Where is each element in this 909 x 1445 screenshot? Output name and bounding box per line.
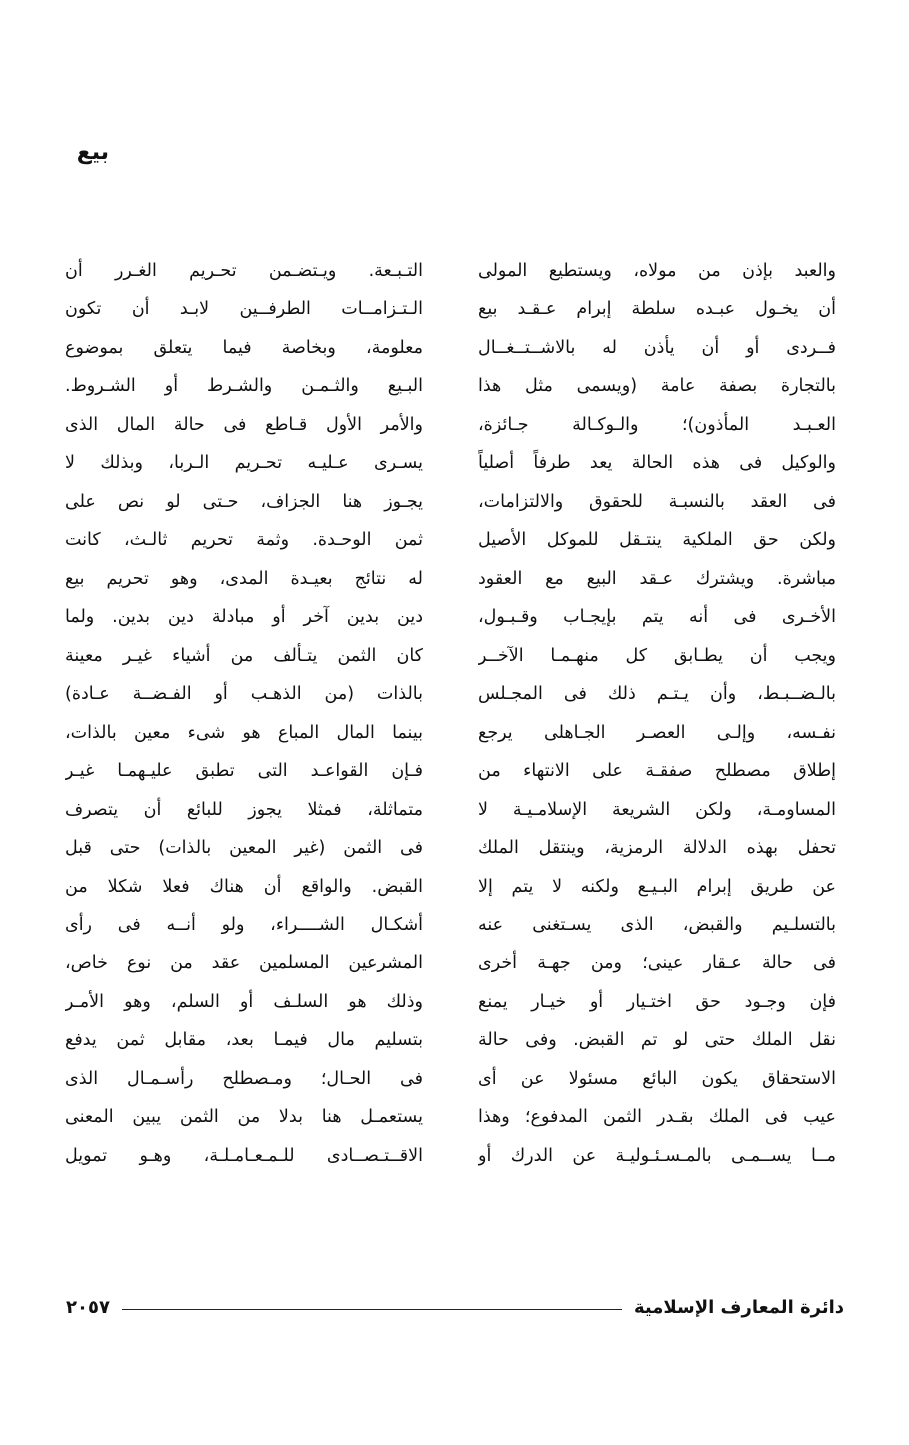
text-line: فإن وجـود حق اختـيار أو خيـار يمنع bbox=[478, 991, 836, 1012]
text-line: المشرعين المسلمين عقد من نوع خاص، bbox=[65, 953, 423, 974]
text-line: عيب فى الملك بقـدر الثمن المدفوع؛ وهذا bbox=[478, 1107, 836, 1128]
text-line: أن يخـول عبـده سلطة إبرام عـقـد بيع bbox=[478, 299, 836, 320]
text-line: يجـوز هنا الجزاف، حـتى لو نص على bbox=[65, 491, 423, 512]
text-line: فى حالة عـقار عينى؛ ومن جهـة أخرى bbox=[478, 953, 836, 974]
text-line: المساومـة، ولكن الشريعة الإسلامـيـة لا bbox=[478, 799, 836, 820]
text-line: بالـضــبـط، وأن يـتـم ذلك فى المجـلس bbox=[478, 684, 836, 705]
text-line: العـبـد المأذون)؛ والـوكـالة جـائزة، bbox=[478, 414, 836, 435]
text-line: بتسليم مال فيمـا بعد، مقابل ثمن يدفع bbox=[65, 1030, 423, 1051]
text-line: فـإن القواعـد التى تطبق عليـهمـا غيـر bbox=[65, 761, 423, 782]
text-line: البـيع والثـمـن والشـرط أو الشـروط. bbox=[65, 376, 423, 397]
text-column-left bbox=[65, 252, 423, 1175]
text-line: والأمر الأول قـاطع فى حالة المال الذى bbox=[65, 414, 423, 435]
text-line: الاستحقاق يكون البائع مسئولا عن أى bbox=[478, 1068, 836, 1089]
text-line: مــا يســمـى بالمـسـئـوليـة عن الدرك أو bbox=[478, 1145, 836, 1166]
text-line: القبض. والواقع أن هناك فعلا شكلا من bbox=[65, 876, 423, 897]
text-line: بينما المال المباع هو شىء معين بالذات، bbox=[65, 722, 423, 743]
text-line: والعبد بإذن من مولاه، ويستطيع المولى bbox=[478, 261, 836, 281]
text-line: دين بدين آخر أو مبادلة دين بدين. ولما bbox=[65, 607, 423, 628]
text-column-right bbox=[478, 252, 836, 1175]
text-line: فى العقد بالنسبـة للحقوق والالتزامات، bbox=[478, 491, 836, 512]
text-line: كان الثمن يتـألف من أشياء غيـر معينة bbox=[65, 645, 423, 666]
page-footer bbox=[66, 1290, 844, 1324]
running-header: بيع bbox=[76, 140, 109, 165]
footer-rule bbox=[122, 1309, 622, 1310]
text-line: يستعمـل هنا بدلا من الثمن يبين المعنى bbox=[65, 1107, 423, 1128]
text-line: وذلك هو السلـف أو السلم، وهو الأمـر bbox=[65, 991, 423, 1012]
text-line: بالذات (من الذهـب أو الفـضــة عـادة) bbox=[65, 684, 423, 705]
text-line: التـبـعة. ويـتضـمن تحـريم الغـرر أن bbox=[65, 261, 423, 281]
text-line: يسـرى عـليـه تحـريم الـربا، وبذلك لا bbox=[65, 453, 423, 474]
text-line: نفـسه، وإلـى العصـر الجـاهلى يرجع bbox=[478, 722, 836, 743]
text-line: الـتـزامــات الطرفــين لابـد أن تكون bbox=[65, 299, 423, 320]
text-line: ويجب أن يطـابق كل منهـمـا الآخــر bbox=[478, 645, 836, 666]
page-number: ٢٠٥٧ bbox=[66, 1296, 110, 1318]
text-line: له نتائج بعيـدة المدى، وهو تحريم بيع bbox=[65, 568, 423, 589]
text-line: معلومة، وبخاصة فيما يتعلق بموضوع bbox=[65, 337, 423, 358]
text-line: فى الثمن (غير المعين بالذات) حتى قبل bbox=[65, 838, 423, 859]
text-line: ولكن حق الملكية ينتـقل للموكل الأصيل bbox=[478, 530, 836, 551]
text-line: فــردى أو أن يأذن له بالاشــتــغــال bbox=[478, 337, 836, 358]
text-line: أشكـال الشــــراء، ولو أنــه فى رأى bbox=[65, 914, 423, 935]
text-line: فى الحـال؛ ومـصطلح رأسـمـال الذى bbox=[65, 1068, 423, 1089]
publication-title: دائرة المعارف الإسلامية bbox=[633, 1296, 844, 1318]
text-line: بالتجارة بصفة عامة (ويسمى مثل هذا bbox=[478, 376, 836, 397]
text-line: متماثلة، فمثلا يجوز للبائع أن يتصرف bbox=[65, 799, 423, 820]
text-line: والوكيل فى هذه الحالة يعد طرفاً أصلياً bbox=[478, 453, 836, 474]
text-line: الأخـرى فى أنه يتم بإيجـاب وقـبـول، bbox=[478, 607, 836, 628]
text-line: تحفل بهذه الدلالة الرمزية، وينتقل الملك bbox=[478, 838, 836, 859]
text-line: ثمن الوحـدة. وثمة تحريم ثالـث، كانت bbox=[65, 530, 423, 551]
text-line: مباشرة. ويشترك عـقد البيع مع العقود bbox=[478, 568, 836, 589]
text-line: عن طريق إبرام البـيـع ولكنه لا يتم إلا bbox=[478, 876, 836, 897]
text-line: بالتسلـيم والقبض، الذى يسـتغنى عنه bbox=[478, 914, 836, 935]
text-line: إطلاق مصطلح صفقـة على الانتهاء من bbox=[478, 761, 836, 782]
text-line: نقل الملك حتى لو تم القبض. وفى حالة bbox=[478, 1030, 836, 1051]
text-line: الاقــتـصــادى للـمـعـامـلـة، وهـو تمويل bbox=[65, 1145, 423, 1166]
